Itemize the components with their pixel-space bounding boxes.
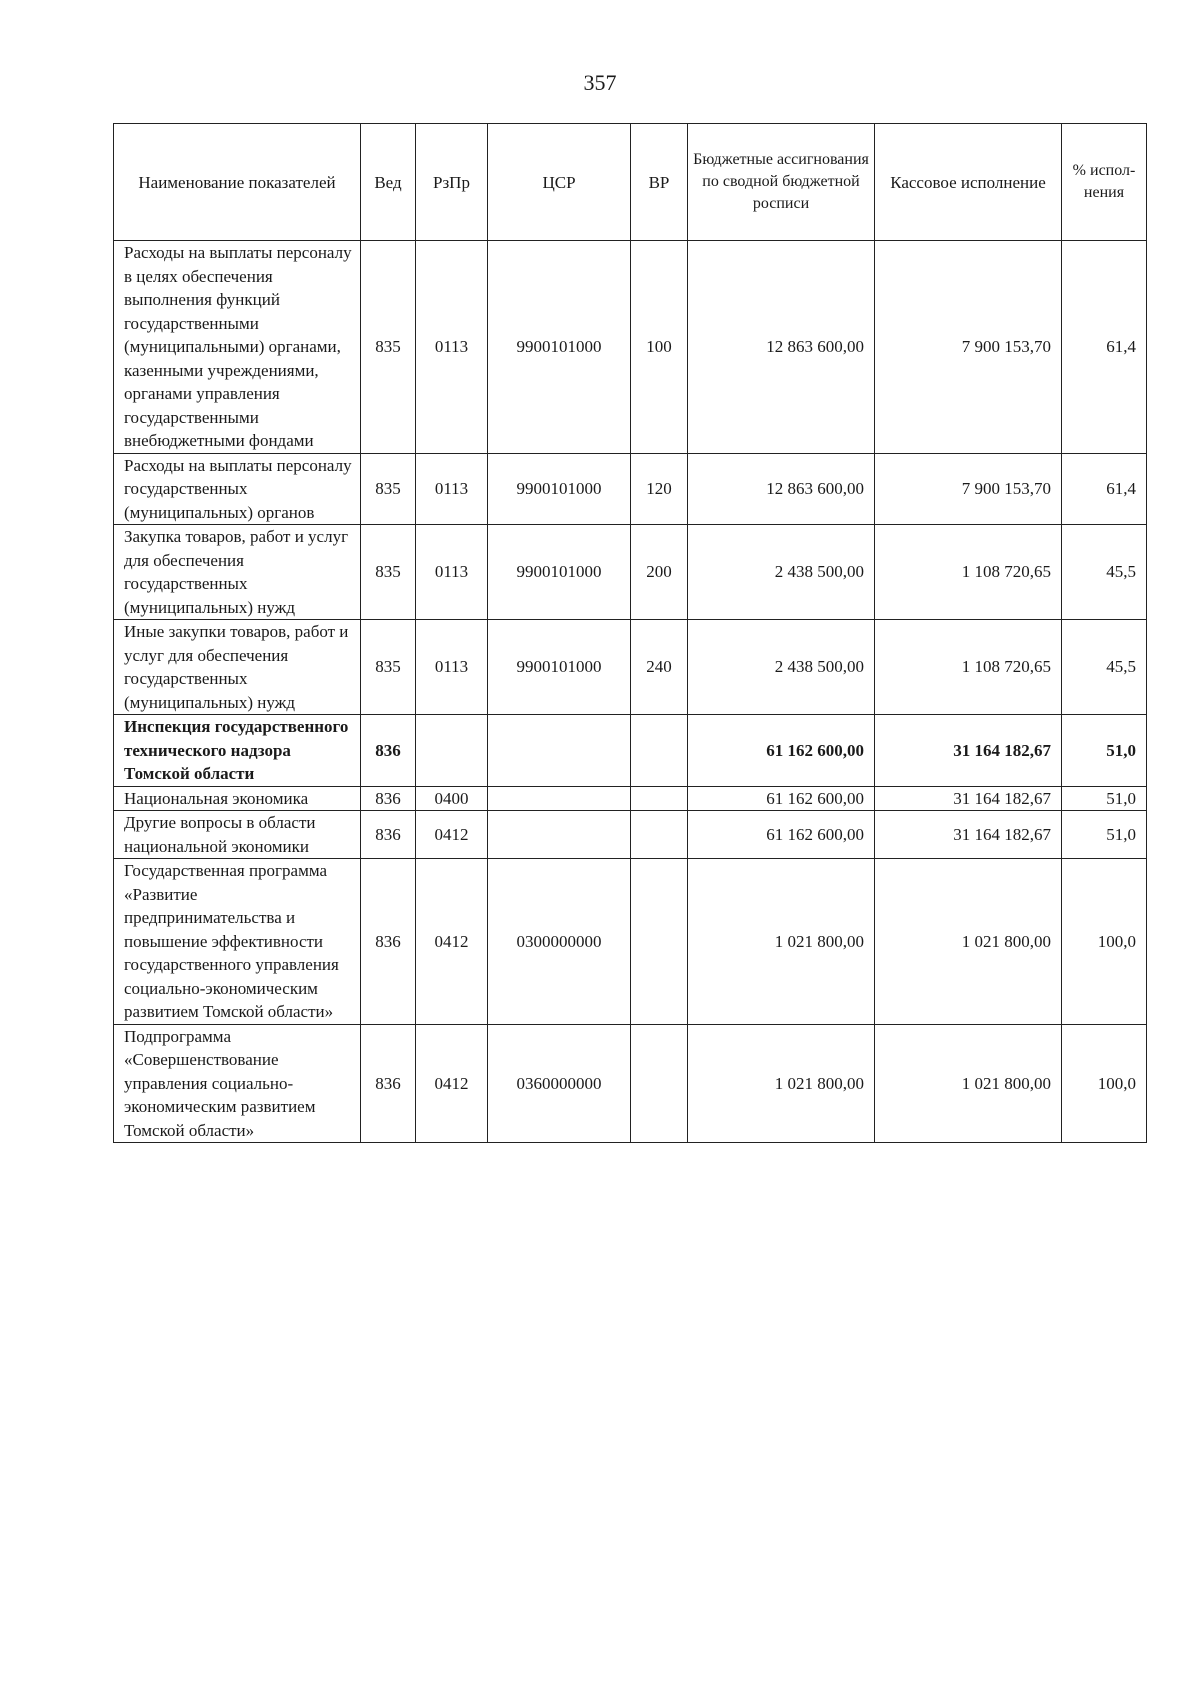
table-row bbox=[114, 525, 1147, 620]
row-name: Подпрограмма «Совершенствование управления социально-экономическим развитием Томской области» bbox=[114, 1024, 361, 1143]
row-percent: 61,4 bbox=[1062, 453, 1147, 525]
row-cash: 1 021 800,00 bbox=[875, 1024, 1062, 1143]
row-rzpr bbox=[416, 715, 488, 787]
row-cash: 31 164 182,67 bbox=[875, 715, 1062, 787]
row-percent: 45,5 bbox=[1062, 525, 1147, 620]
row-ved: 835 bbox=[361, 241, 416, 454]
row-cash: 1 108 720,65 bbox=[875, 620, 1062, 715]
row-csr bbox=[488, 811, 631, 859]
header-name: Наименование показателей bbox=[114, 124, 361, 241]
row-vr bbox=[631, 1024, 688, 1143]
row-name: Национальная экономика bbox=[114, 786, 361, 811]
row-budget: 61 162 600,00 bbox=[688, 786, 875, 811]
row-cash: 31 164 182,67 bbox=[875, 786, 1062, 811]
row-cash: 7 900 153,70 bbox=[875, 453, 1062, 525]
table-row bbox=[114, 786, 1147, 811]
row-rzpr: 0412 bbox=[416, 1024, 488, 1143]
budget-execution-table bbox=[113, 123, 1147, 1143]
header-vr: ВР bbox=[631, 124, 688, 241]
table-header-row bbox=[114, 124, 1147, 241]
header-cash: Кассовое исполнение bbox=[875, 124, 1062, 241]
table-row bbox=[114, 620, 1147, 715]
row-csr: 9900101000 bbox=[488, 620, 631, 715]
row-name: Другие вопросы в области национальной экономики bbox=[114, 811, 361, 859]
header-budget: Бюджетные ассигнования по сводной бюджетной росписи bbox=[688, 124, 875, 241]
row-csr bbox=[488, 715, 631, 787]
row-percent: 100,0 bbox=[1062, 1024, 1147, 1143]
header-ved: Вед bbox=[361, 124, 416, 241]
row-csr: 9900101000 bbox=[488, 241, 631, 454]
table-row bbox=[114, 859, 1147, 1025]
row-percent: 61,4 bbox=[1062, 241, 1147, 454]
row-csr: 0360000000 bbox=[488, 1024, 631, 1143]
row-ved: 836 bbox=[361, 786, 416, 811]
row-cash: 7 900 153,70 bbox=[875, 241, 1062, 454]
row-name: Закупка товаров, работ и услуг для обеспечения государственных (муниципальных) нужд bbox=[114, 525, 361, 620]
row-budget: 1 021 800,00 bbox=[688, 1024, 875, 1143]
row-cash: 1 021 800,00 bbox=[875, 859, 1062, 1025]
page-number: 357 bbox=[583, 70, 617, 95]
header-csr: ЦСР bbox=[488, 124, 631, 241]
row-rzpr: 0400 bbox=[416, 786, 488, 811]
row-vr bbox=[631, 786, 688, 811]
row-budget: 2 438 500,00 bbox=[688, 620, 875, 715]
row-name: Иные закупки товаров, работ и услуг для обеспечения государственных (муниципальных) нужд bbox=[114, 620, 361, 715]
row-percent: 100,0 bbox=[1062, 859, 1147, 1025]
row-budget: 61 162 600,00 bbox=[688, 811, 875, 859]
row-vr bbox=[631, 859, 688, 1025]
table-row-total bbox=[114, 715, 1147, 787]
header-percent: % испол-нения bbox=[1062, 124, 1147, 241]
row-budget: 1 021 800,00 bbox=[688, 859, 875, 1025]
row-ved: 836 bbox=[361, 811, 416, 859]
row-ved: 836 bbox=[361, 1024, 416, 1143]
row-percent: 45,5 bbox=[1062, 620, 1147, 715]
row-cash: 31 164 182,67 bbox=[875, 811, 1062, 859]
row-name: Расходы на выплаты персоналу в целях обеспечения выполнения функций государственными (муниципальными) органами, казенными учреждениями, органами управления государственными внебюджетными фондами bbox=[114, 241, 361, 454]
row-budget: 12 863 600,00 bbox=[688, 453, 875, 525]
row-vr bbox=[631, 811, 688, 859]
row-name: Государственная программа «Развитие предпринимательства и повышение эффективности государственного управления социально-экономическим развитием Томской области» bbox=[114, 859, 361, 1025]
row-rzpr: 0113 bbox=[416, 241, 488, 454]
row-ved: 835 bbox=[361, 525, 416, 620]
table-row bbox=[114, 1024, 1147, 1143]
row-vr: 200 bbox=[631, 525, 688, 620]
row-rzpr: 0113 bbox=[416, 525, 488, 620]
row-csr bbox=[488, 786, 631, 811]
row-csr: 0300000000 bbox=[488, 859, 631, 1025]
row-csr: 9900101000 bbox=[488, 453, 631, 525]
row-rzpr: 0412 bbox=[416, 811, 488, 859]
row-name: Расходы на выплаты персоналу государственных (муниципальных) органов bbox=[114, 453, 361, 525]
row-ved: 835 bbox=[361, 620, 416, 715]
row-vr: 100 bbox=[631, 241, 688, 454]
table-row bbox=[114, 241, 1147, 454]
row-budget: 61 162 600,00 bbox=[688, 715, 875, 787]
row-rzpr: 0113 bbox=[416, 620, 488, 715]
row-percent: 51,0 bbox=[1062, 786, 1147, 811]
row-percent: 51,0 bbox=[1062, 811, 1147, 859]
row-vr bbox=[631, 715, 688, 787]
row-csr: 9900101000 bbox=[488, 525, 631, 620]
row-budget: 12 863 600,00 bbox=[688, 241, 875, 454]
row-ved: 836 bbox=[361, 715, 416, 787]
row-vr: 120 bbox=[631, 453, 688, 525]
table-row bbox=[114, 811, 1147, 859]
header-rzpr: РзПр bbox=[416, 124, 488, 241]
row-rzpr: 0412 bbox=[416, 859, 488, 1025]
row-budget: 2 438 500,00 bbox=[688, 525, 875, 620]
row-rzpr: 0113 bbox=[416, 453, 488, 525]
row-vr: 240 bbox=[631, 620, 688, 715]
row-name: Инспекция государственного технического надзора Томской области bbox=[114, 715, 361, 787]
row-percent: 51,0 bbox=[1062, 715, 1147, 787]
table-row bbox=[114, 453, 1147, 525]
row-ved: 836 bbox=[361, 859, 416, 1025]
row-ved: 835 bbox=[361, 453, 416, 525]
row-cash: 1 108 720,65 bbox=[875, 525, 1062, 620]
